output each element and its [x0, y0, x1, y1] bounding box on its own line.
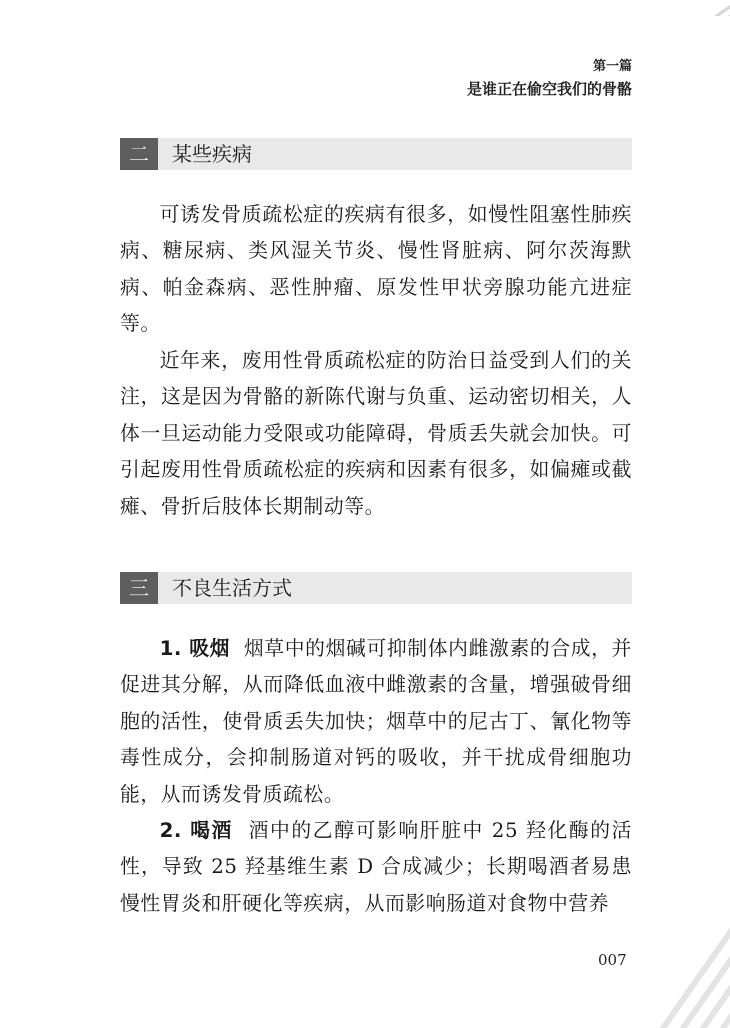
- paragraph: 近年来，废用性骨质疏松症的防治日益受到人们的关注，这是因为骨骼的新陈代谢与负重、运动密切相关，人体一旦运动能力受限或功能障碍，骨质丢失就会加快。可引起废用性骨质疏松症的疾病和因素有很多，如偏瘫或截瘫、骨折后肢体长期制动等。: [120, 349, 632, 518]
- running-header-title: 是谁正在偷空我们的骨骼: [466, 80, 632, 98]
- section-number: 二: [120, 138, 158, 170]
- list-item-smoking: [120, 631, 632, 813]
- page-number: 007: [598, 951, 627, 969]
- paragraph: 可诱发骨质疏松症的疾病有很多，如慢性阻塞性肺疾病、糖尿病、类风湿关节炎、慢性肾脏病、阿尔茨海默病、帕金森病、恶性肿瘤、原发性甲状旁腺功能亢进症等。: [120, 203, 632, 336]
- section-number: 三: [120, 572, 158, 604]
- item-lead: 2. 喝酒: [159, 819, 233, 842]
- running-header-part: 第一篇: [592, 59, 632, 74]
- running-header: [467, 58, 632, 100]
- list-item-drinking: [120, 813, 632, 922]
- section-header-diseases: [120, 138, 632, 170]
- section-title: 不良生活方式: [172, 576, 292, 600]
- section-header-lifestyle: [120, 572, 632, 604]
- section-title: 某些疾病: [172, 142, 252, 166]
- item-text: 烟草中的烟碱可抑制体内雌激素的合成，并促进其分解，从而降低血液中雌激素的含量，增强破骨细胞的活性，使骨质丢失加快；烟草中的尼古丁、氰化物等毒性成分，会抑制肠道对钙的吸收，并干扰成骨细胞功能，从而诱发骨质疏松。: [120, 637, 632, 806]
- item-lead: 1. 吸烟: [159, 637, 230, 660]
- item-text: 酒中的乙醇可影响肝脏中 25 羟化酶的活性，导致 25 羟基维生素 D 合成减少；长期喝酒者易患慢性胃炎和肝硬化等疾病，从而影响肠道对食物中营养: [120, 819, 632, 915]
- corner-decoration-bottom: [610, 908, 730, 1028]
- corner-decoration-top: [704, 0, 730, 16]
